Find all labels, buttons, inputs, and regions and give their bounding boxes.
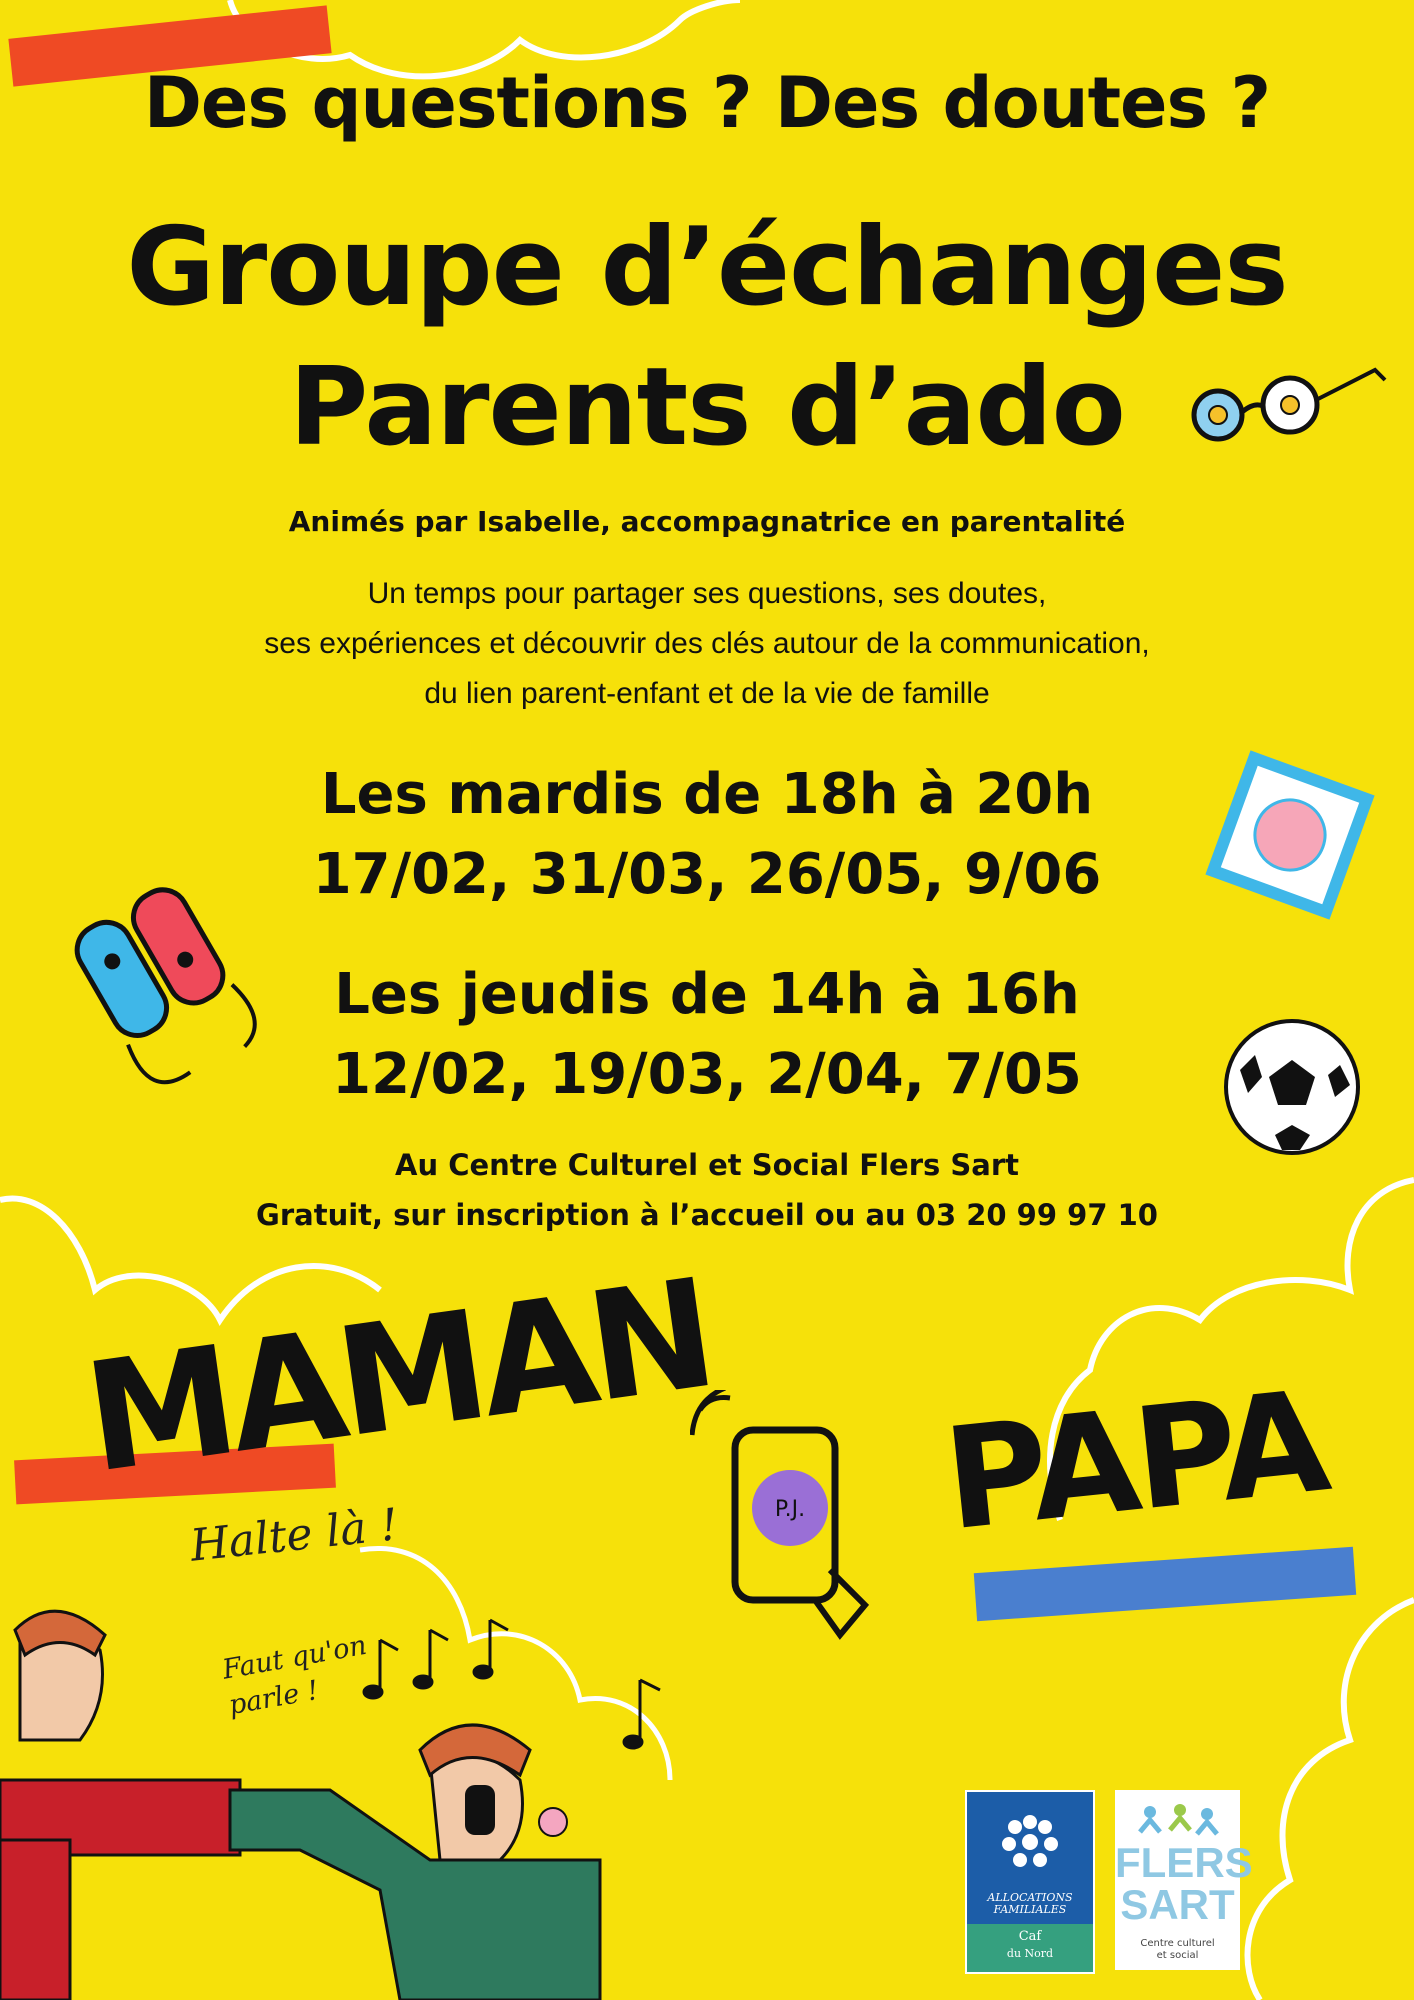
venue-line: Au Centre Culturel et Social Flers Sart — [395, 1148, 1019, 1182]
soccer-ball-icon — [1220, 1015, 1365, 1160]
tuesday-dates: 17/02, 31/03, 26/05, 9/06 — [312, 842, 1102, 907]
caf-footer — [967, 1924, 1093, 1972]
flers-figures-icon — [1135, 1802, 1220, 1842]
caf-text — [967, 1892, 1093, 1916]
caf-line: ALLOCATIONS — [987, 1891, 1073, 1904]
description-line: Un temps pour partager ses questions, ses doutes, — [367, 577, 1047, 610]
caf-line: du Nord — [1006, 1947, 1054, 1960]
description-line: ses expériences et découvrir des clés autour de la communication, — [264, 627, 1150, 660]
flers-sart-logo — [1115, 1790, 1253, 1970]
thursday-hours: Les jeudis de 14h à 16h — [334, 962, 1080, 1027]
glasses-icon — [1190, 360, 1390, 450]
flers-line: FLERS — [1115, 1839, 1253, 1886]
papa-word: PAPA — [937, 1360, 1333, 1563]
cartoon-illustration — [0, 1560, 700, 2000]
phone-icon — [690, 1390, 890, 1640]
flers-line: SART — [1120, 1881, 1235, 1928]
title-line-2: Parents d’ado — [289, 345, 1125, 470]
flers-subtitle — [1115, 1938, 1240, 1962]
caf-logo — [965, 1790, 1095, 1974]
animator-line: Animés par Isabelle, accompagnatrice en parentalité — [288, 505, 1126, 538]
game-controller-icon — [40, 860, 280, 1100]
thursday-dates: 12/02, 19/03, 2/04, 7/05 — [332, 1042, 1082, 1107]
maman-word: MAMAN — [75, 1247, 721, 1507]
caf-line: FAMILIALES — [993, 1903, 1067, 1916]
question-line: Des questions ? Des doutes ? — [143, 62, 1271, 144]
description-line: du lien parent-enfant et de la vie de famille — [424, 677, 990, 710]
flers-name — [1115, 1839, 1253, 1928]
phone-badge-label: P.J. — [774, 1497, 806, 1522]
speech-halte: Halte là ! — [187, 1499, 401, 1572]
speech-line: parle ! — [226, 1674, 321, 1722]
caf-emblem — [967, 1792, 1093, 1892]
registration-line: Gratuit, sur inscription à l’accueil ou au 03 20 99 97 10 — [256, 1198, 1158, 1232]
caf-line: Caf — [1018, 1929, 1042, 1944]
candy-icon — [1200, 750, 1380, 920]
flers-line: et social — [1156, 1950, 1199, 1961]
tuesday-hours: Les mardis de 18h à 20h — [320, 762, 1094, 827]
flers-line: Centre culturel — [1140, 1938, 1215, 1949]
title-line-1: Groupe d’échanges — [126, 205, 1288, 330]
speech-line: Faut qu'on — [220, 1629, 369, 1686]
